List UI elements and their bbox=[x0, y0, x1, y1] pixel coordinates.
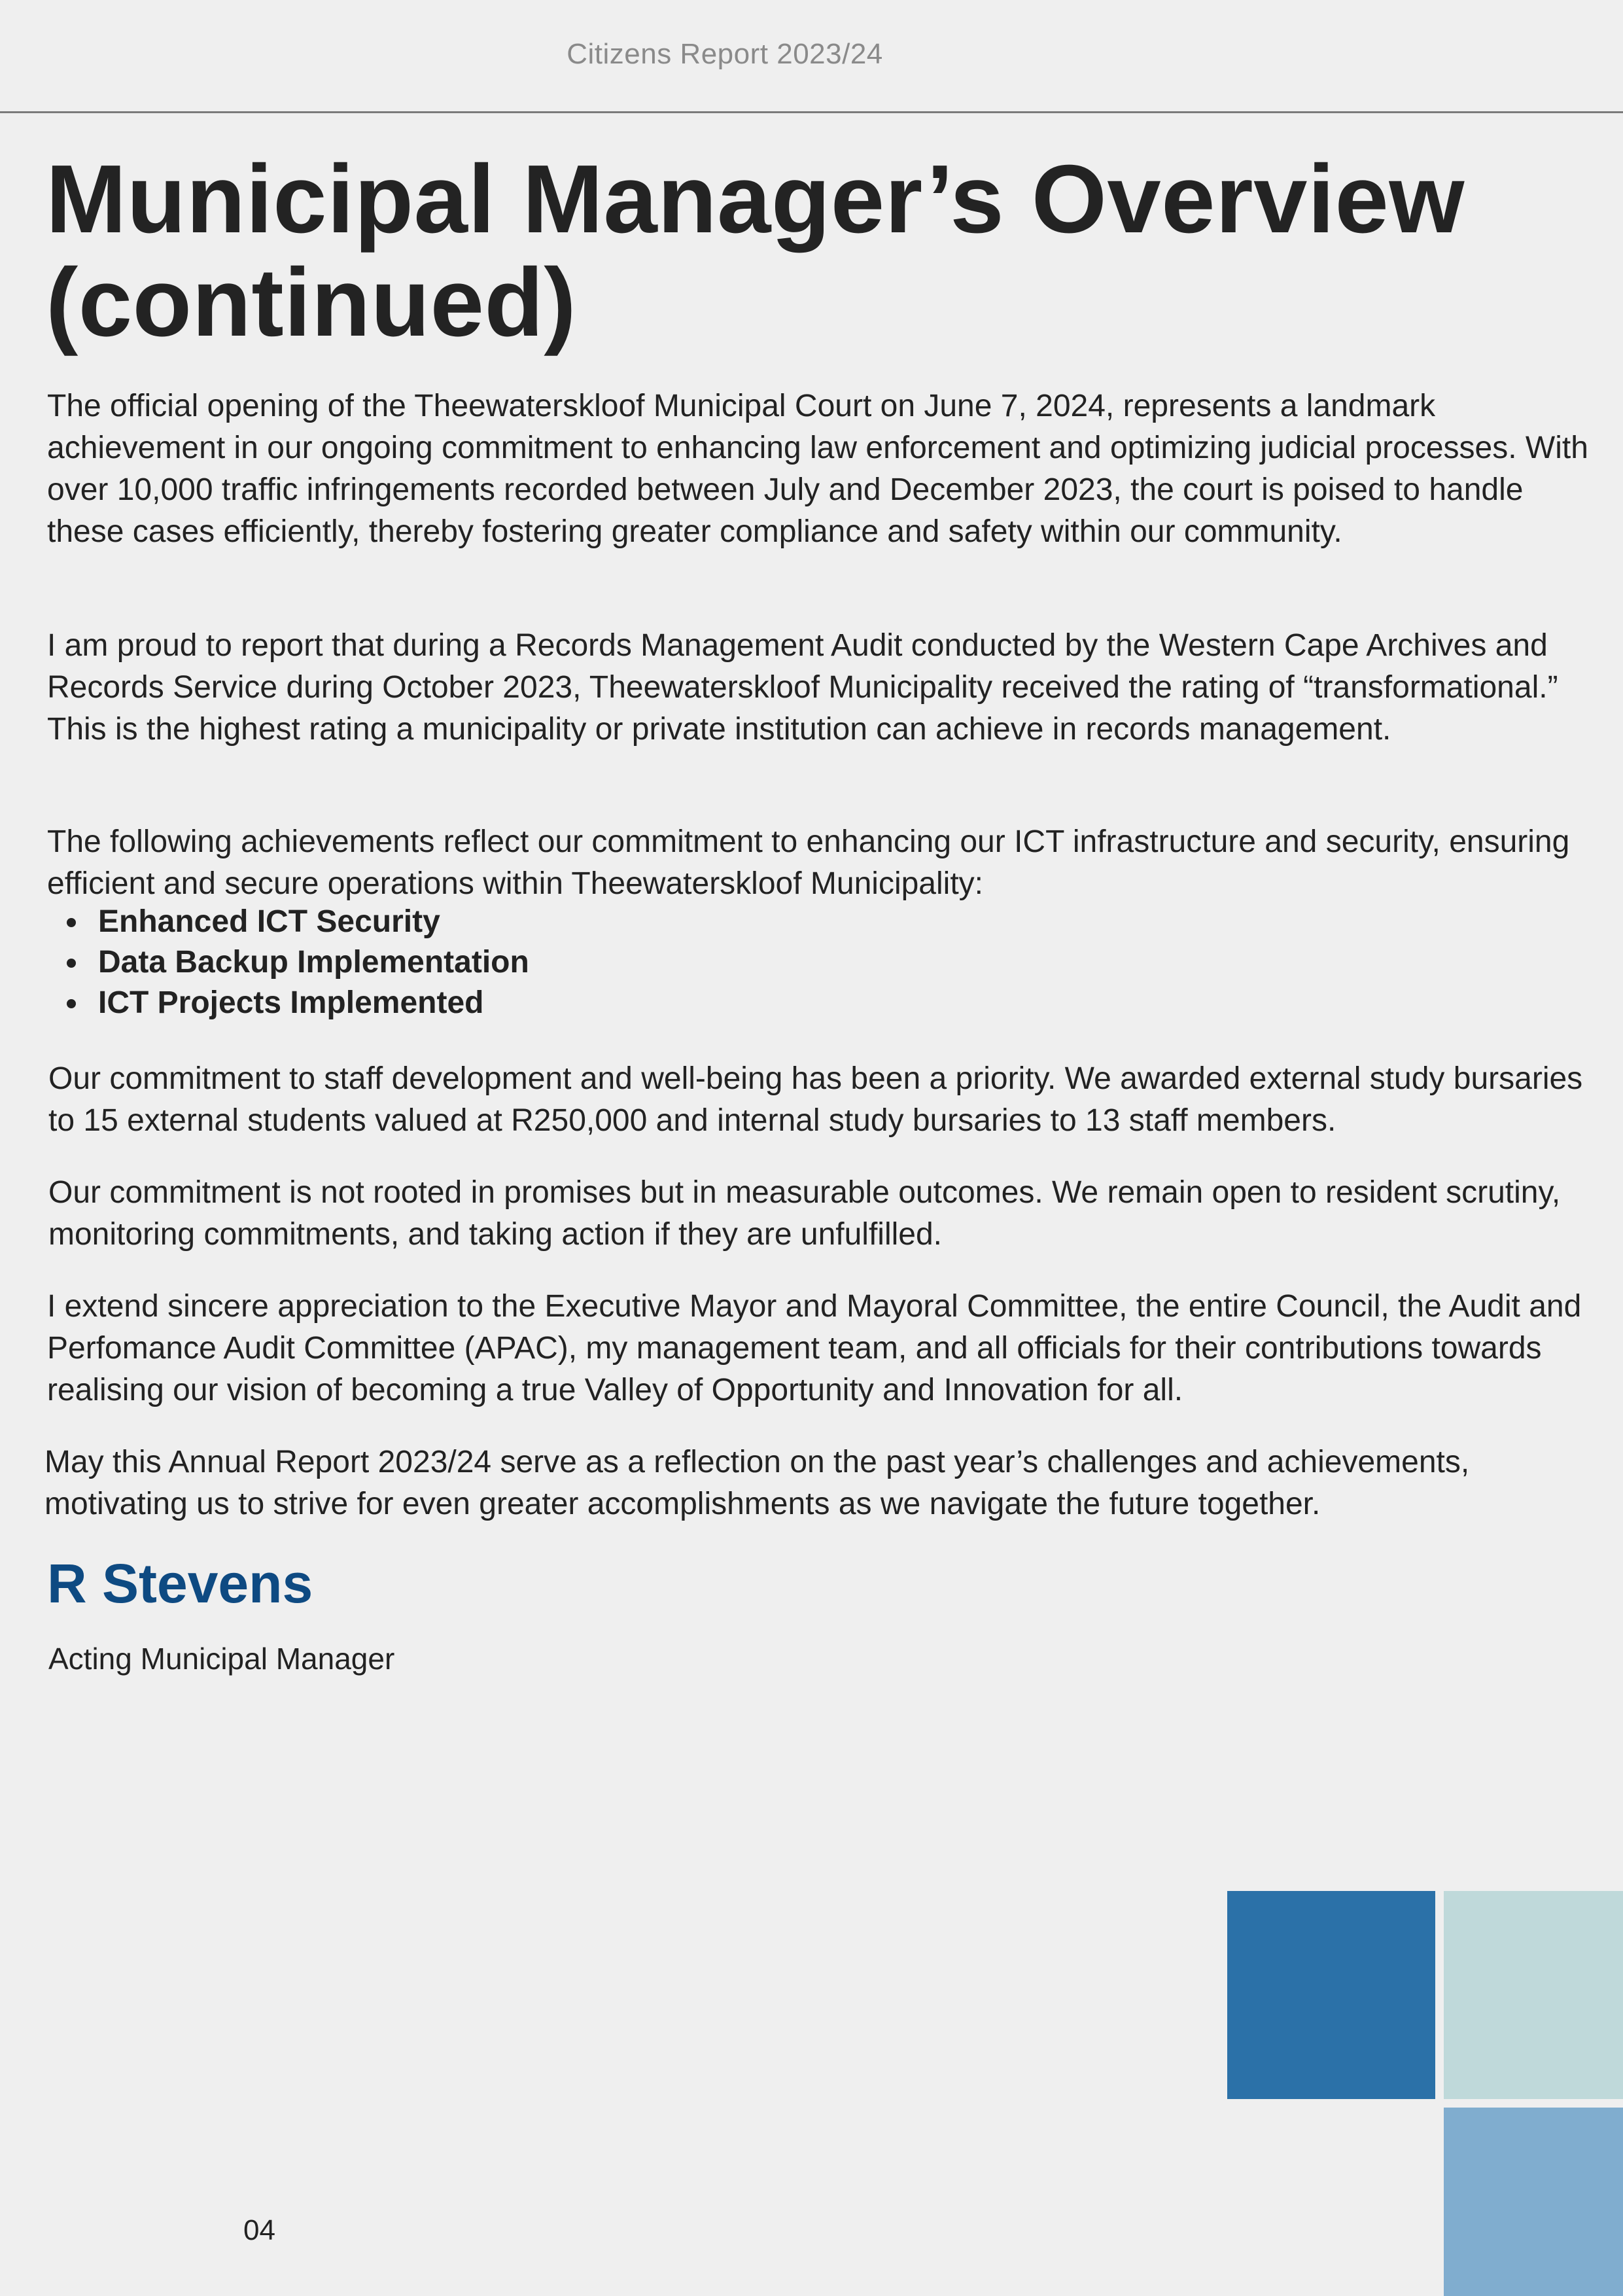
report-header: Citizens Report 2023/24 bbox=[567, 38, 883, 70]
ict-achievements-list bbox=[47, 902, 529, 1023]
page-title bbox=[46, 145, 1577, 357]
list-item bbox=[47, 902, 529, 942]
paragraph-records-audit: I am proud to report that during a Records Management Audit conducted by the Western Cape Archives and Records Service during October 2023, Theewaterskloof Municipality received the rating of “transformational.” This is the highest rating a municipality or private institution can achieve in records management. bbox=[47, 628, 1558, 747]
paragraph-closing: May this Annual Report 2023/24 serve as a reflection on the past year’s challenges and achievements, motivating us to strive for even greater accomplishments as we navigate the future together. bbox=[44, 1445, 1470, 1521]
paragraph-municipal-court: The official opening of the Theewaterskloof Municipal Court on June 7, 2024, represents a landmark achievement in our ongoing commitment to enhancing law enforcement and optimizing judicial processes. With over 10,000 traffic infringements recorded between July and December 2023, the court is poised to handle these cases efficiently, thereby fostering greater compliance and safety within our community. bbox=[47, 389, 1588, 549]
decorative-square-light-teal bbox=[1444, 1891, 1623, 2099]
signatory-name: R Stevens bbox=[47, 1553, 313, 1614]
paragraph-ict-intro: The following achievements reflect our commitment to enhancing our ICT infrastructure and security, ensuring efficient and secure operations within Theewaterskloof Municipality: bbox=[47, 824, 1570, 901]
page-number: 04 bbox=[243, 2214, 275, 2246]
page-title-line-1: Municipal Manager’s Overview bbox=[46, 145, 1465, 253]
decorative-square-mid-blue bbox=[1444, 2108, 1623, 2296]
list-item-label: Data Backup Implementation bbox=[98, 945, 529, 980]
header-divider bbox=[0, 111, 1623, 113]
signatory-title: Acting Municipal Manager bbox=[48, 1642, 395, 1676]
list-item-label: ICT Projects Implemented bbox=[98, 985, 484, 1020]
paragraph-staff-development: Our commitment to staff development and well-being has been a priority. We awarded external study bursaries to 15 external students valued at R250,000 and internal study bursaries to 13 staff members. bbox=[48, 1061, 1583, 1138]
paragraph-measurable-outcomes: Our commitment is not rooted in promises but in measurable outcomes. We remain open to resident scrutiny, monitoring commitments, and taking action if they are unfulfilled. bbox=[48, 1175, 1561, 1252]
page-title-line-2: (continued) bbox=[46, 249, 577, 357]
bullet-icon bbox=[67, 918, 76, 927]
bullet-icon bbox=[67, 959, 76, 968]
list-item-label: Enhanced ICT Security bbox=[98, 904, 440, 939]
list-item bbox=[47, 983, 529, 1023]
list-item bbox=[47, 942, 529, 983]
bullet-icon bbox=[67, 999, 76, 1008]
decorative-square-dark-blue bbox=[1227, 1891, 1435, 2099]
paragraph-appreciation: I extend sincere appreciation to the Executive Mayor and Mayoral Committee, the entire Council, the Audit and Perfomance Audit Committee (APAC), my management team, and all officials for their contributions towards realising our vision of becoming a true Valley of Opportunity and Innovation for all. bbox=[47, 1289, 1582, 1407]
